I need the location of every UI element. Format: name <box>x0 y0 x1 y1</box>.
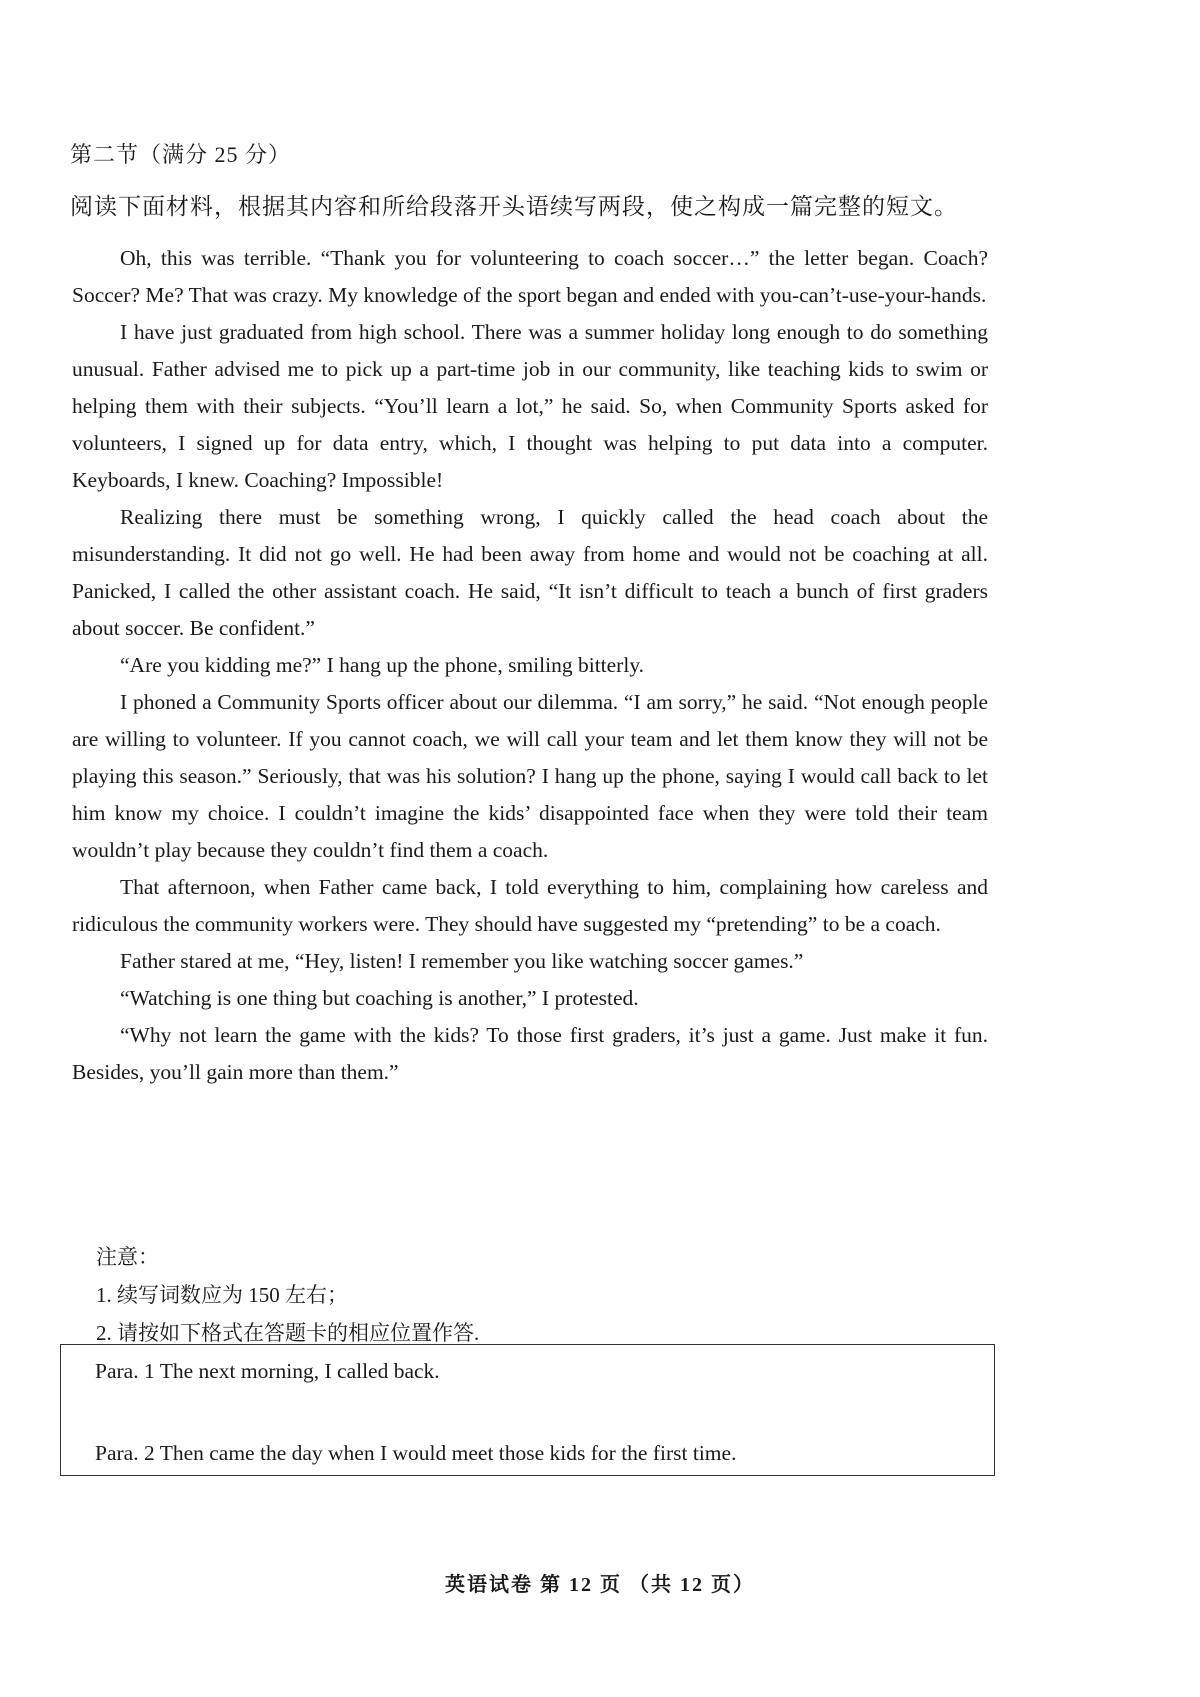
answer-format-box <box>60 1344 995 1476</box>
para-2-opening: Para. 2 Then came the day when I would meet those kids for the first time. <box>95 1441 737 1465</box>
para-1-opening: Para. 1 The next morning, I called back. <box>95 1359 440 1383</box>
reading-passage <box>72 240 988 1091</box>
note-item: 2. 请按如下格式在答题卡的相应位置作答. <box>96 1321 480 1345</box>
passage-paragraph: “Are you kidding me?” I hang up the phone, smiling bitterly. <box>120 653 645 677</box>
passage-paragraph: I have just graduated from high school. There was a summer holiday long enough to do something unusual. Father advised me to pick up a part-time job in our community, like teaching kids to swim or helping them with their subjects. “You’ll learn a lot,” he said. So, when Community Sports asked for volunteers, I signed up for data entry, which, I thought was helping to put data into a computer. Keyboards, I knew. Coaching? Impossible! <box>72 320 988 492</box>
notes-section <box>96 1238 479 1352</box>
passage-paragraph: I phoned a Community Sports officer about our dilemma. “I am sorry,” he said. “Not enough people are willing to volunteer. If you cannot coach, we will call your team and let them know they will not be playing this season.” Seriously, that was his solution? I hang up the phone, saying I would call back to let him know my choice. I couldn’t imagine the kids’ disappointed face when they were told their team wouldn’t play because they couldn’t find them a coach. <box>72 690 988 862</box>
passage-paragraph: That afternoon, when Father came back, I told everything to him, complaining how careless and ridiculous the community workers were. They should have suggested my “pretending” to be a coach. <box>72 875 988 936</box>
page-footer: 英语试卷 第 12 页 （共 12 页） <box>445 1574 755 1596</box>
passage-paragraph: “Why not learn the game with the kids? To those first graders, it’s just a game. Just make it fun. Besides, you’ll gain more than them.” <box>72 1023 988 1084</box>
passage-paragraph: Oh, this was terrible. “Thank you for volunteering to coach soccer…” the letter began. Coach? Soccer? Me? That was crazy. My knowledge of the sport began and ended with you-can’t-use-your-hands. <box>72 246 988 307</box>
task-instruction: 阅读下面材料，根据其内容和所给段落开头语续写两段，使之构成一篇完整的短文。 <box>70 194 958 219</box>
note-item: 1. 续写词数应为 150 左右； <box>96 1283 348 1307</box>
passage-paragraph: Father stared at me, “Hey, listen! I remember you like watching soccer games.” <box>120 949 804 973</box>
section-heading: 第二节（满分 25 分） <box>70 142 292 167</box>
passage-paragraph: Realizing there must be something wrong, I quickly called the head coach about the misunderstanding. It did not go well. He had been away from home and would not be coaching at all. Panicked, I called the other assistant coach. He said, “It isn’t difficult to teach a bunch of first graders about soccer. Be confident.” <box>72 505 988 640</box>
passage-paragraph: “Watching is one thing but coaching is another,” I protested. <box>120 986 639 1010</box>
notes-label: 注意： <box>96 1245 159 1269</box>
